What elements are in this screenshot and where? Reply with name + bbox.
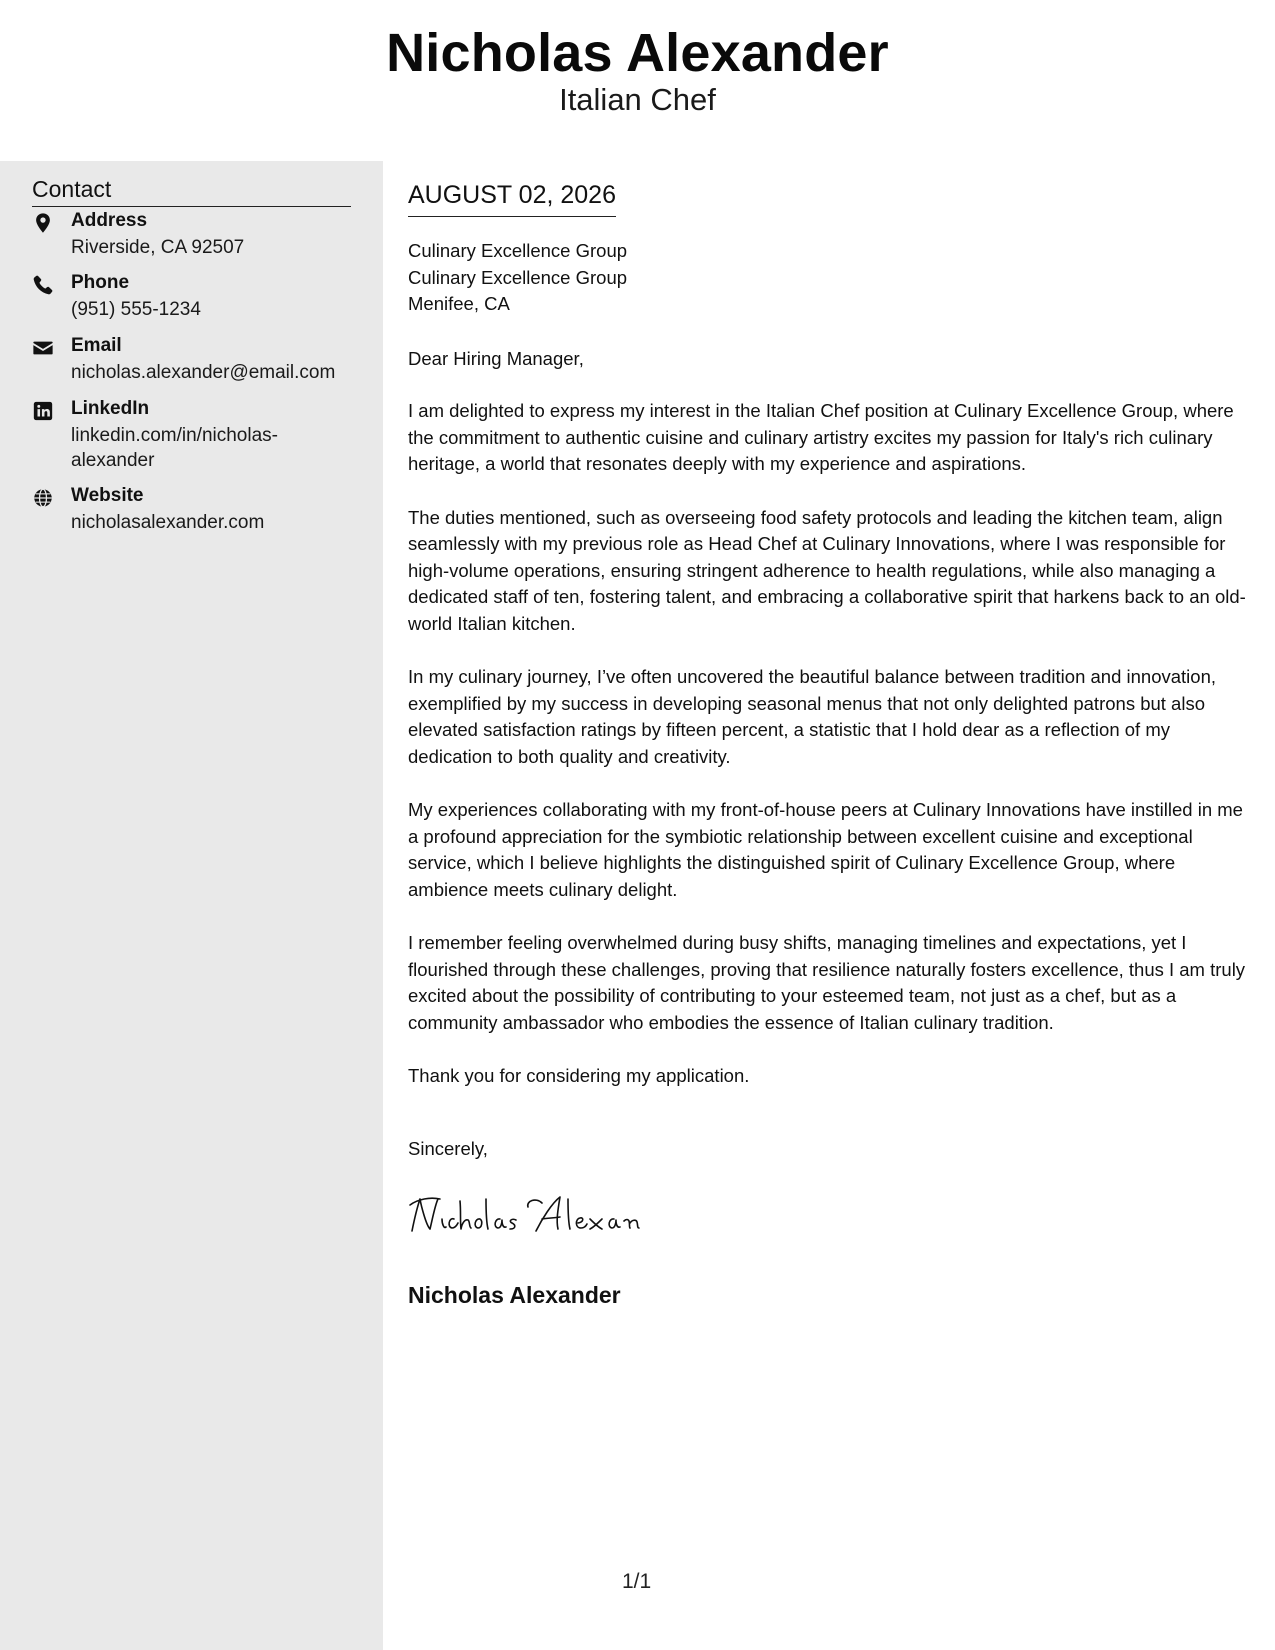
- recipient-block: [408, 238, 627, 318]
- contact-value: nicholas.alexander@email.com: [71, 362, 336, 383]
- contact-value: linkedin.com/in/nicholas-alexander: [71, 425, 278, 471]
- recipient-line: Culinary Excellence Group: [408, 240, 628, 261]
- applicant-name: Nicholas Alexander: [386, 23, 889, 83]
- letter-header: [0, 0, 1275, 160]
- contact-value: nicholasalexander.com: [71, 512, 265, 533]
- recipient-line: Menifee, CA: [408, 293, 510, 314]
- contact-label: Website: [71, 485, 144, 506]
- envelope-icon: [32, 337, 54, 359]
- body-paragraph: I am delighted to express my interest in the Italian Chef position at Culinary Excellence Group, where the commitment to authentic cuisine and culinary artistry excites my passion for Italy's rich culinary heritage, a world that resonates deeply with my experience and aspirations.: [408, 400, 1234, 474]
- page-number: 1/1: [622, 1570, 652, 1593]
- applicant-role: Italian Chef: [559, 82, 716, 117]
- linkedin-icon: [32, 400, 54, 422]
- body-paragraph: I remember feeling overwhelmed during busy shifts, managing timelines and expectations, yet I flourished through these challenges, proving that resilience naturally fosters excellence, thus I am truly excited about the possibility of contributing to your esteemed team, not just as a chef, but as a community ambassador who embodies the essence of Italian culinary tradition.: [408, 932, 1246, 1033]
- contact-heading: Contact: [32, 176, 351, 207]
- body-paragraph: My experiences collaborating with my front-of-house peers at Culinary Innovations have instilled in me a profound appreciation for the symbiotic relationship between excellent cuisine and exceptional service, which I believe highlights the distinguished spirit of Culinary Excellence Group, where ambience meets culinary delight.: [408, 799, 1243, 900]
- contact-value: Riverside, CA 92507: [71, 237, 245, 258]
- contact-label: Email: [71, 335, 122, 356]
- contact-value: (951) 555-1234: [71, 299, 201, 320]
- salutation: Dear Hiring Manager,: [408, 348, 584, 369]
- body-paragraph: The duties mentioned, such as overseeing food safety protocols and leading the kitchen team, align seamlessly with my previous role as Head Chef at Culinary Innovations, where I was responsible for high-volume operations, ensuring stringent adherence to health regulations, while also managing a dedicated staff of ten, fostering talent, and embracing a collaborative spirit that harkens back to an old-world Italian kitchen.: [408, 506, 1246, 634]
- contact-label: Address: [71, 210, 148, 231]
- closing: Sincerely,: [408, 1138, 488, 1159]
- letter-paragraphs: [408, 398, 1248, 1117]
- letter-date: AUGUST 02, 2026: [408, 181, 616, 217]
- phone-icon: [32, 274, 54, 296]
- body-paragraph: In my culinary journey, I’ve often uncovered the beautiful balance between tradition and innovation, exemplified by my success in developing seasonal menus that not only delighted patrons but also elevated satisfaction ratings by fifteen percent, a statistic that I hold dear as a reflection of my dedication to both quality and creativity.: [408, 666, 1217, 767]
- globe-icon: [32, 487, 54, 509]
- map-pin-icon: [32, 212, 54, 234]
- recipient-line: Culinary Excellence Group: [408, 266, 628, 288]
- signed-name: Nicholas Alexander: [408, 1282, 621, 1308]
- body-paragraph: Thank you for considering my application.: [408, 1065, 750, 1086]
- contact-label: LinkedIn: [71, 398, 150, 419]
- handwritten-signature: [408, 1191, 668, 1241]
- contact-label: Phone: [71, 272, 130, 293]
